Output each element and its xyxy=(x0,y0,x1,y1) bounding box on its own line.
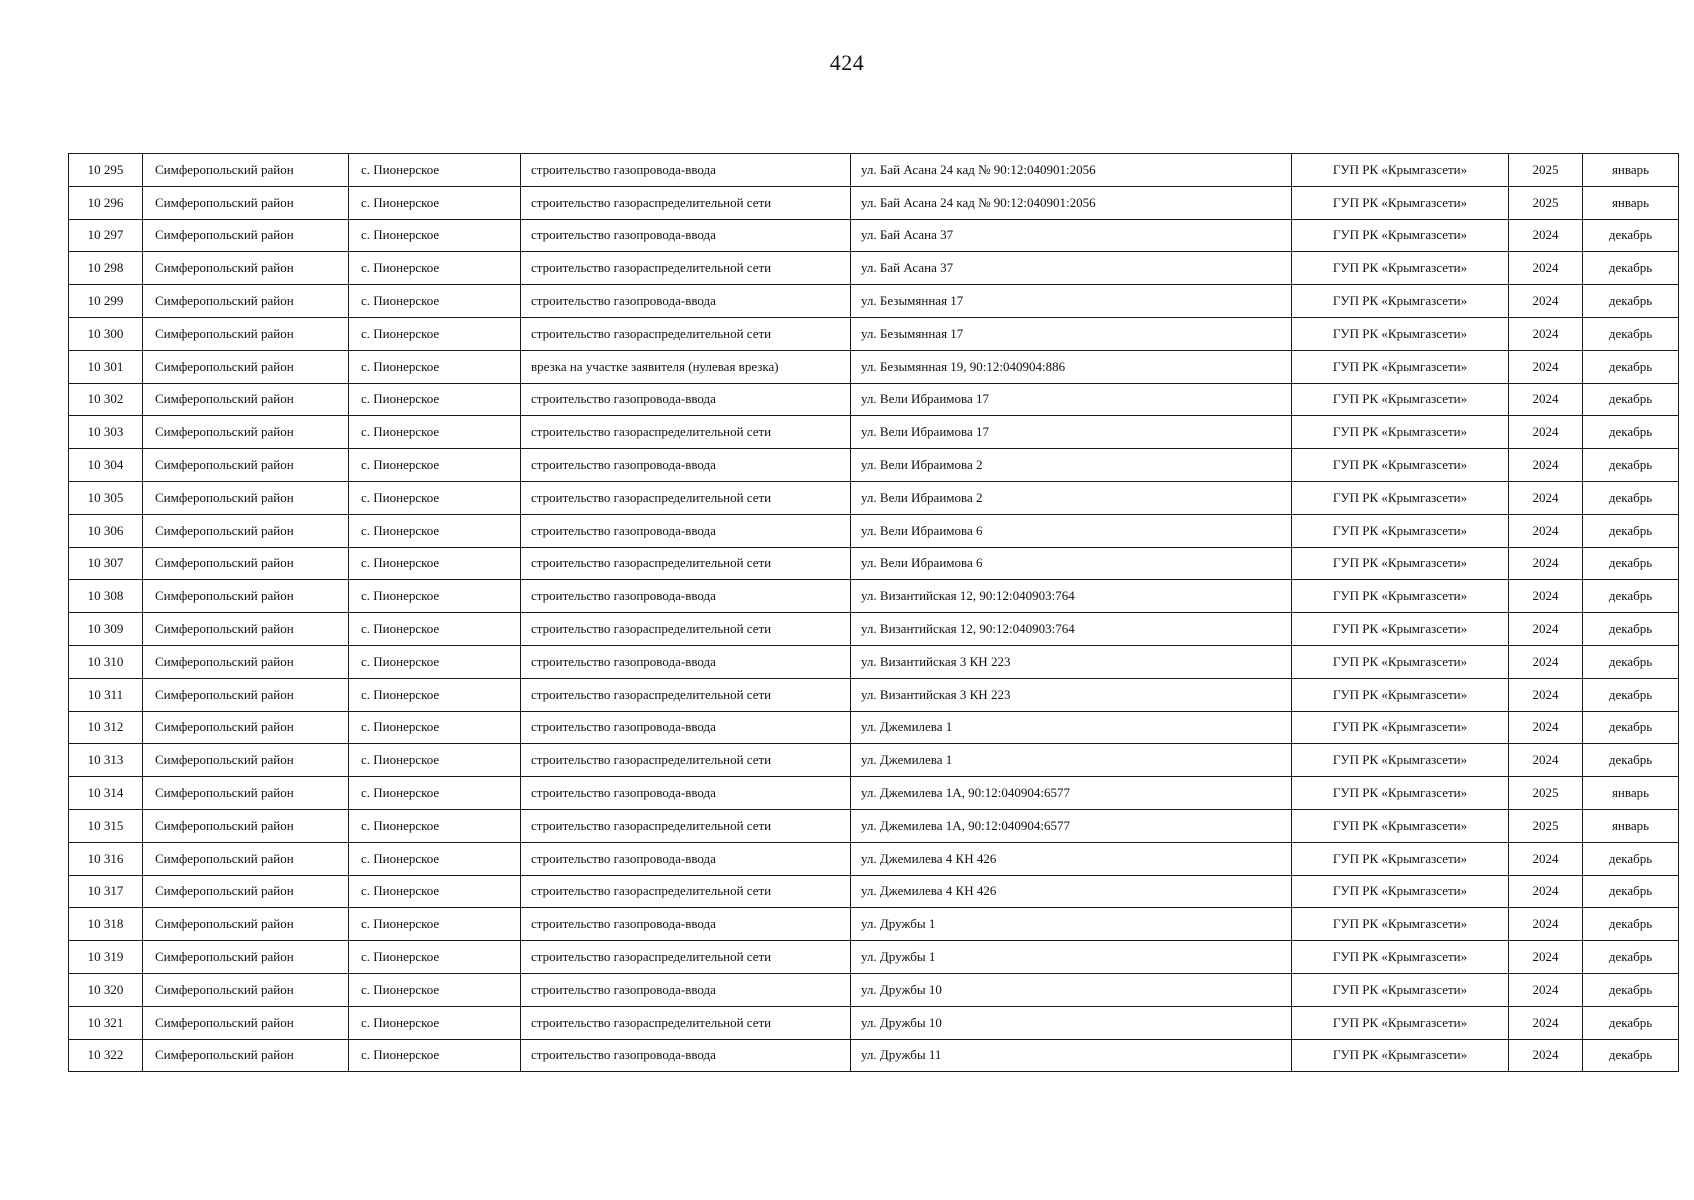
record-number-cell: 10 306 xyxy=(69,514,143,547)
record-number-cell: 10 317 xyxy=(69,875,143,908)
work-type-cell: строительство газораспределительной сети xyxy=(521,186,851,219)
work-type-cell: строительство газораспределительной сети xyxy=(521,613,851,646)
organization-cell: ГУП РК «Крымгазсети» xyxy=(1292,678,1509,711)
register-table xyxy=(68,153,1679,1072)
month-cell: декабрь xyxy=(1583,941,1679,974)
table-row xyxy=(69,252,1679,285)
organization-cell: ГУП РК «Крымгазсети» xyxy=(1292,219,1509,252)
year-cell: 2024 xyxy=(1509,842,1583,875)
organization-cell: ГУП РК «Крымгазсети» xyxy=(1292,973,1509,1006)
year-cell: 2025 xyxy=(1509,777,1583,810)
organization-cell: ГУП РК «Крымгазсети» xyxy=(1292,252,1509,285)
record-number-cell: 10 301 xyxy=(69,350,143,383)
work-type-cell: строительство газораспределительной сети xyxy=(521,744,851,777)
month-cell: декабрь xyxy=(1583,744,1679,777)
year-cell: 2024 xyxy=(1509,580,1583,613)
table-row xyxy=(69,481,1679,514)
work-type-cell: строительство газопровода-ввода xyxy=(521,154,851,187)
district-cell: Симферопольский район xyxy=(143,777,349,810)
organization-cell: ГУП РК «Крымгазсети» xyxy=(1292,481,1509,514)
settlement-cell: с. Пионерское xyxy=(349,285,521,318)
settlement-cell: с. Пионерское xyxy=(349,809,521,842)
settlement-cell: с. Пионерское xyxy=(349,350,521,383)
record-number-cell: 10 315 xyxy=(69,809,143,842)
register-body xyxy=(69,154,1679,1072)
table-row xyxy=(69,645,1679,678)
district-cell: Симферопольский район xyxy=(143,285,349,318)
settlement-cell: с. Пионерское xyxy=(349,514,521,547)
district-cell: Симферопольский район xyxy=(143,1006,349,1039)
record-number-cell: 10 299 xyxy=(69,285,143,318)
address-cell: ул. Бай Асана 24 кад № 90:12:040901:2056 xyxy=(851,154,1292,187)
table-row xyxy=(69,317,1679,350)
work-type-cell: строительство газопровода-ввода xyxy=(521,908,851,941)
table-row xyxy=(69,613,1679,646)
work-type-cell: строительство газораспределительной сети xyxy=(521,481,851,514)
work-type-cell: строительство газопровода-ввода xyxy=(521,514,851,547)
month-cell: декабрь xyxy=(1583,317,1679,350)
record-number-cell: 10 298 xyxy=(69,252,143,285)
organization-cell: ГУП РК «Крымгазсети» xyxy=(1292,842,1509,875)
district-cell: Симферопольский район xyxy=(143,908,349,941)
settlement-cell: с. Пионерское xyxy=(349,317,521,350)
table-row xyxy=(69,154,1679,187)
district-cell: Симферопольский район xyxy=(143,744,349,777)
district-cell: Симферопольский район xyxy=(143,186,349,219)
organization-cell: ГУП РК «Крымгазсети» xyxy=(1292,711,1509,744)
table-row xyxy=(69,1039,1679,1072)
work-type-cell: строительство газопровода-ввода xyxy=(521,711,851,744)
record-number-cell: 10 318 xyxy=(69,908,143,941)
settlement-cell: с. Пионерское xyxy=(349,973,521,1006)
table-row xyxy=(69,383,1679,416)
settlement-cell: с. Пионерское xyxy=(349,252,521,285)
month-cell: декабрь xyxy=(1583,842,1679,875)
year-cell: 2025 xyxy=(1509,809,1583,842)
table-row xyxy=(69,973,1679,1006)
month-cell: декабрь xyxy=(1583,285,1679,318)
month-cell: декабрь xyxy=(1583,711,1679,744)
address-cell: ул. Византийская 3 КН 223 xyxy=(851,678,1292,711)
year-cell: 2024 xyxy=(1509,613,1583,646)
settlement-cell: с. Пионерское xyxy=(349,613,521,646)
settlement-cell: с. Пионерское xyxy=(349,547,521,580)
year-cell: 2024 xyxy=(1509,908,1583,941)
settlement-cell: с. Пионерское xyxy=(349,154,521,187)
record-number-cell: 10 307 xyxy=(69,547,143,580)
month-cell: декабрь xyxy=(1583,449,1679,482)
record-number-cell: 10 310 xyxy=(69,645,143,678)
district-cell: Симферопольский район xyxy=(143,973,349,1006)
month-cell: декабрь xyxy=(1583,973,1679,1006)
district-cell: Симферопольский район xyxy=(143,514,349,547)
record-number-cell: 10 311 xyxy=(69,678,143,711)
work-type-cell: строительство газораспределительной сети xyxy=(521,941,851,974)
year-cell: 2024 xyxy=(1509,416,1583,449)
year-cell: 2024 xyxy=(1509,875,1583,908)
organization-cell: ГУП РК «Крымгазсети» xyxy=(1292,908,1509,941)
work-type-cell: строительство газопровода-ввода xyxy=(521,777,851,810)
table-row xyxy=(69,678,1679,711)
table-row xyxy=(69,908,1679,941)
work-type-cell: строительство газопровода-ввода xyxy=(521,842,851,875)
settlement-cell: с. Пионерское xyxy=(349,383,521,416)
settlement-cell: с. Пионерское xyxy=(349,777,521,810)
address-cell: ул. Джемилева 1 xyxy=(851,744,1292,777)
settlement-cell: с. Пионерское xyxy=(349,678,521,711)
work-type-cell: строительство газопровода-ввода xyxy=(521,285,851,318)
address-cell: ул. Бай Асана 37 xyxy=(851,219,1292,252)
district-cell: Симферопольский район xyxy=(143,481,349,514)
record-number-cell: 10 304 xyxy=(69,449,143,482)
work-type-cell: строительство газопровода-ввода xyxy=(521,219,851,252)
table-row xyxy=(69,285,1679,318)
district-cell: Симферопольский район xyxy=(143,449,349,482)
work-type-cell: строительство газораспределительной сети xyxy=(521,416,851,449)
address-cell: ул. Бай Асана 37 xyxy=(851,252,1292,285)
organization-cell: ГУП РК «Крымгазсети» xyxy=(1292,285,1509,318)
month-cell: декабрь xyxy=(1583,383,1679,416)
record-number-cell: 10 322 xyxy=(69,1039,143,1072)
year-cell: 2024 xyxy=(1509,219,1583,252)
settlement-cell: с. Пионерское xyxy=(349,645,521,678)
work-type-cell: строительство газораспределительной сети xyxy=(521,252,851,285)
district-cell: Симферопольский район xyxy=(143,154,349,187)
settlement-cell: с. Пионерское xyxy=(349,711,521,744)
record-number-cell: 10 319 xyxy=(69,941,143,974)
record-number-cell: 10 308 xyxy=(69,580,143,613)
year-cell: 2024 xyxy=(1509,350,1583,383)
organization-cell: ГУП РК «Крымгазсети» xyxy=(1292,645,1509,678)
year-cell: 2024 xyxy=(1509,973,1583,1006)
district-cell: Симферопольский район xyxy=(143,580,349,613)
record-number-cell: 10 303 xyxy=(69,416,143,449)
table-row xyxy=(69,350,1679,383)
district-cell: Симферопольский район xyxy=(143,613,349,646)
table-row xyxy=(69,580,1679,613)
address-cell: ул. Джемилева 1А, 90:12:040904:6577 xyxy=(851,777,1292,810)
month-cell: декабрь xyxy=(1583,514,1679,547)
organization-cell: ГУП РК «Крымгазсети» xyxy=(1292,613,1509,646)
work-type-cell: строительство газораспределительной сети xyxy=(521,809,851,842)
settlement-cell: с. Пионерское xyxy=(349,875,521,908)
address-cell: ул. Вели Ибраимова 2 xyxy=(851,449,1292,482)
settlement-cell: с. Пионерское xyxy=(349,744,521,777)
address-cell: ул. Дружбы 10 xyxy=(851,973,1292,1006)
district-cell: Симферопольский район xyxy=(143,875,349,908)
work-type-cell: строительство газораспределительной сети xyxy=(521,547,851,580)
year-cell: 2024 xyxy=(1509,1039,1583,1072)
district-cell: Симферопольский район xyxy=(143,1039,349,1072)
table-row xyxy=(69,842,1679,875)
table-row xyxy=(69,1006,1679,1039)
settlement-cell: с. Пионерское xyxy=(349,1006,521,1039)
year-cell: 2024 xyxy=(1509,252,1583,285)
work-type-cell: строительство газопровода-ввода xyxy=(521,383,851,416)
district-cell: Симферопольский район xyxy=(143,645,349,678)
record-number-cell: 10 309 xyxy=(69,613,143,646)
settlement-cell: с. Пионерское xyxy=(349,580,521,613)
address-cell: ул. Вели Ибраимова 6 xyxy=(851,547,1292,580)
work-type-cell: строительство газопровода-ввода xyxy=(521,1039,851,1072)
organization-cell: ГУП РК «Крымгазсети» xyxy=(1292,777,1509,810)
record-number-cell: 10 321 xyxy=(69,1006,143,1039)
table-row xyxy=(69,809,1679,842)
month-cell: январь xyxy=(1583,777,1679,810)
organization-cell: ГУП РК «Крымгазсети» xyxy=(1292,1039,1509,1072)
address-cell: ул. Дружбы 11 xyxy=(851,1039,1292,1072)
month-cell: декабрь xyxy=(1583,1006,1679,1039)
organization-cell: ГУП РК «Крымгазсети» xyxy=(1292,875,1509,908)
table-row xyxy=(69,941,1679,974)
table-row xyxy=(69,416,1679,449)
district-cell: Симферопольский район xyxy=(143,252,349,285)
work-type-cell: строительство газопровода-ввода xyxy=(521,449,851,482)
address-cell: ул. Вели Ибраимова 6 xyxy=(851,514,1292,547)
organization-cell: ГУП РК «Крымгазсети» xyxy=(1292,416,1509,449)
month-cell: январь xyxy=(1583,186,1679,219)
work-type-cell: строительство газораспределительной сети xyxy=(521,317,851,350)
settlement-cell: с. Пионерское xyxy=(349,449,521,482)
address-cell: ул. Вели Ибраимова 2 xyxy=(851,481,1292,514)
settlement-cell: с. Пионерское xyxy=(349,842,521,875)
organization-cell: ГУП РК «Крымгазсети» xyxy=(1292,941,1509,974)
settlement-cell: с. Пионерское xyxy=(349,219,521,252)
organization-cell: ГУП РК «Крымгазсети» xyxy=(1292,317,1509,350)
district-cell: Симферопольский район xyxy=(143,547,349,580)
address-cell: ул. Вели Ибраимова 17 xyxy=(851,383,1292,416)
table-row xyxy=(69,219,1679,252)
organization-cell: ГУП РК «Крымгазсети» xyxy=(1292,514,1509,547)
district-cell: Симферопольский район xyxy=(143,350,349,383)
table-row xyxy=(69,744,1679,777)
year-cell: 2024 xyxy=(1509,514,1583,547)
organization-cell: ГУП РК «Крымгазсети» xyxy=(1292,154,1509,187)
table-row xyxy=(69,186,1679,219)
year-cell: 2024 xyxy=(1509,941,1583,974)
month-cell: декабрь xyxy=(1583,613,1679,646)
record-number-cell: 10 316 xyxy=(69,842,143,875)
organization-cell: ГУП РК «Крымгазсети» xyxy=(1292,186,1509,219)
organization-cell: ГУП РК «Крымгазсети» xyxy=(1292,449,1509,482)
month-cell: январь xyxy=(1583,154,1679,187)
address-cell: ул. Безымянная 17 xyxy=(851,285,1292,318)
organization-cell: ГУП РК «Крымгазсети» xyxy=(1292,809,1509,842)
month-cell: декабрь xyxy=(1583,908,1679,941)
address-cell: ул. Византийская 3 КН 223 xyxy=(851,645,1292,678)
district-cell: Симферопольский район xyxy=(143,941,349,974)
settlement-cell: с. Пионерское xyxy=(349,908,521,941)
district-cell: Симферопольский район xyxy=(143,219,349,252)
organization-cell: ГУП РК «Крымгазсети» xyxy=(1292,350,1509,383)
address-cell: ул. Дружбы 10 xyxy=(851,1006,1292,1039)
table-row xyxy=(69,777,1679,810)
year-cell: 2025 xyxy=(1509,154,1583,187)
organization-cell: ГУП РК «Крымгазсети» xyxy=(1292,547,1509,580)
address-cell: ул. Дружбы 1 xyxy=(851,941,1292,974)
address-cell: ул. Джемилева 1А, 90:12:040904:6577 xyxy=(851,809,1292,842)
organization-cell: ГУП РК «Крымгазсети» xyxy=(1292,383,1509,416)
settlement-cell: с. Пионерское xyxy=(349,481,521,514)
work-type-cell: строительство газораспределительной сети xyxy=(521,678,851,711)
address-cell: ул. Бай Асана 24 кад № 90:12:040901:2056 xyxy=(851,186,1292,219)
address-cell: ул. Византийская 12, 90:12:040903:764 xyxy=(851,580,1292,613)
district-cell: Симферопольский район xyxy=(143,383,349,416)
record-number-cell: 10 320 xyxy=(69,973,143,1006)
month-cell: декабрь xyxy=(1583,678,1679,711)
district-cell: Симферопольский район xyxy=(143,317,349,350)
district-cell: Симферопольский район xyxy=(143,678,349,711)
month-cell: декабрь xyxy=(1583,875,1679,908)
year-cell: 2024 xyxy=(1509,744,1583,777)
organization-cell: ГУП РК «Крымгазсети» xyxy=(1292,580,1509,613)
year-cell: 2024 xyxy=(1509,547,1583,580)
month-cell: декабрь xyxy=(1583,645,1679,678)
record-number-cell: 10 305 xyxy=(69,481,143,514)
district-cell: Симферопольский район xyxy=(143,842,349,875)
district-cell: Симферопольский район xyxy=(143,711,349,744)
year-cell: 2025 xyxy=(1509,186,1583,219)
year-cell: 2024 xyxy=(1509,711,1583,744)
address-cell: ул. Вели Ибраимова 17 xyxy=(851,416,1292,449)
year-cell: 2024 xyxy=(1509,317,1583,350)
year-cell: 2024 xyxy=(1509,285,1583,318)
month-cell: январь xyxy=(1583,809,1679,842)
work-type-cell: строительство газопровода-ввода xyxy=(521,645,851,678)
district-cell: Симферопольский район xyxy=(143,416,349,449)
year-cell: 2024 xyxy=(1509,678,1583,711)
organization-cell: ГУП РК «Крымгазсети» xyxy=(1292,1006,1509,1039)
address-cell: ул. Безымянная 17 xyxy=(851,317,1292,350)
work-type-cell: строительство газопровода-ввода xyxy=(521,973,851,1006)
address-cell: ул. Джемилева 4 КН 426 xyxy=(851,875,1292,908)
district-cell: Симферопольский район xyxy=(143,809,349,842)
year-cell: 2024 xyxy=(1509,1006,1583,1039)
address-cell: ул. Джемилева 1 xyxy=(851,711,1292,744)
page-number: 424 xyxy=(829,50,865,75)
month-cell: декабрь xyxy=(1583,481,1679,514)
year-cell: 2024 xyxy=(1509,383,1583,416)
settlement-cell: с. Пионерское xyxy=(349,186,521,219)
year-cell: 2024 xyxy=(1509,481,1583,514)
work-type-cell: врезка на участке заявителя (нулевая врезка) xyxy=(521,350,851,383)
work-type-cell: строительство газораспределительной сети xyxy=(521,875,851,908)
table-row xyxy=(69,514,1679,547)
record-number-cell: 10 314 xyxy=(69,777,143,810)
year-cell: 2024 xyxy=(1509,449,1583,482)
month-cell: декабрь xyxy=(1583,350,1679,383)
month-cell: декабрь xyxy=(1583,219,1679,252)
address-cell: ул. Византийская 12, 90:12:040903:764 xyxy=(851,613,1292,646)
record-number-cell: 10 312 xyxy=(69,711,143,744)
address-cell: ул. Джемилева 4 КН 426 xyxy=(851,842,1292,875)
work-type-cell: строительство газораспределительной сети xyxy=(521,1006,851,1039)
record-number-cell: 10 297 xyxy=(69,219,143,252)
record-number-cell: 10 295 xyxy=(69,154,143,187)
month-cell: декабрь xyxy=(1583,580,1679,613)
month-cell: декабрь xyxy=(1583,416,1679,449)
address-cell: ул. Дружбы 1 xyxy=(851,908,1292,941)
record-number-cell: 10 302 xyxy=(69,383,143,416)
month-cell: декабрь xyxy=(1583,547,1679,580)
year-cell: 2024 xyxy=(1509,645,1583,678)
organization-cell: ГУП РК «Крымгазсети» xyxy=(1292,744,1509,777)
month-cell: декабрь xyxy=(1583,252,1679,285)
record-number-cell: 10 300 xyxy=(69,317,143,350)
work-type-cell: строительство газопровода-ввода xyxy=(521,580,851,613)
address-cell: ул. Безымянная 19, 90:12:040904:886 xyxy=(851,350,1292,383)
table-row xyxy=(69,711,1679,744)
settlement-cell: с. Пионерское xyxy=(349,941,521,974)
table-row xyxy=(69,875,1679,908)
table-row xyxy=(69,449,1679,482)
record-number-cell: 10 296 xyxy=(69,186,143,219)
settlement-cell: с. Пионерское xyxy=(349,416,521,449)
table-row xyxy=(69,547,1679,580)
settlement-cell: с. Пионерское xyxy=(349,1039,521,1072)
month-cell: декабрь xyxy=(1583,1039,1679,1072)
record-number-cell: 10 313 xyxy=(69,744,143,777)
